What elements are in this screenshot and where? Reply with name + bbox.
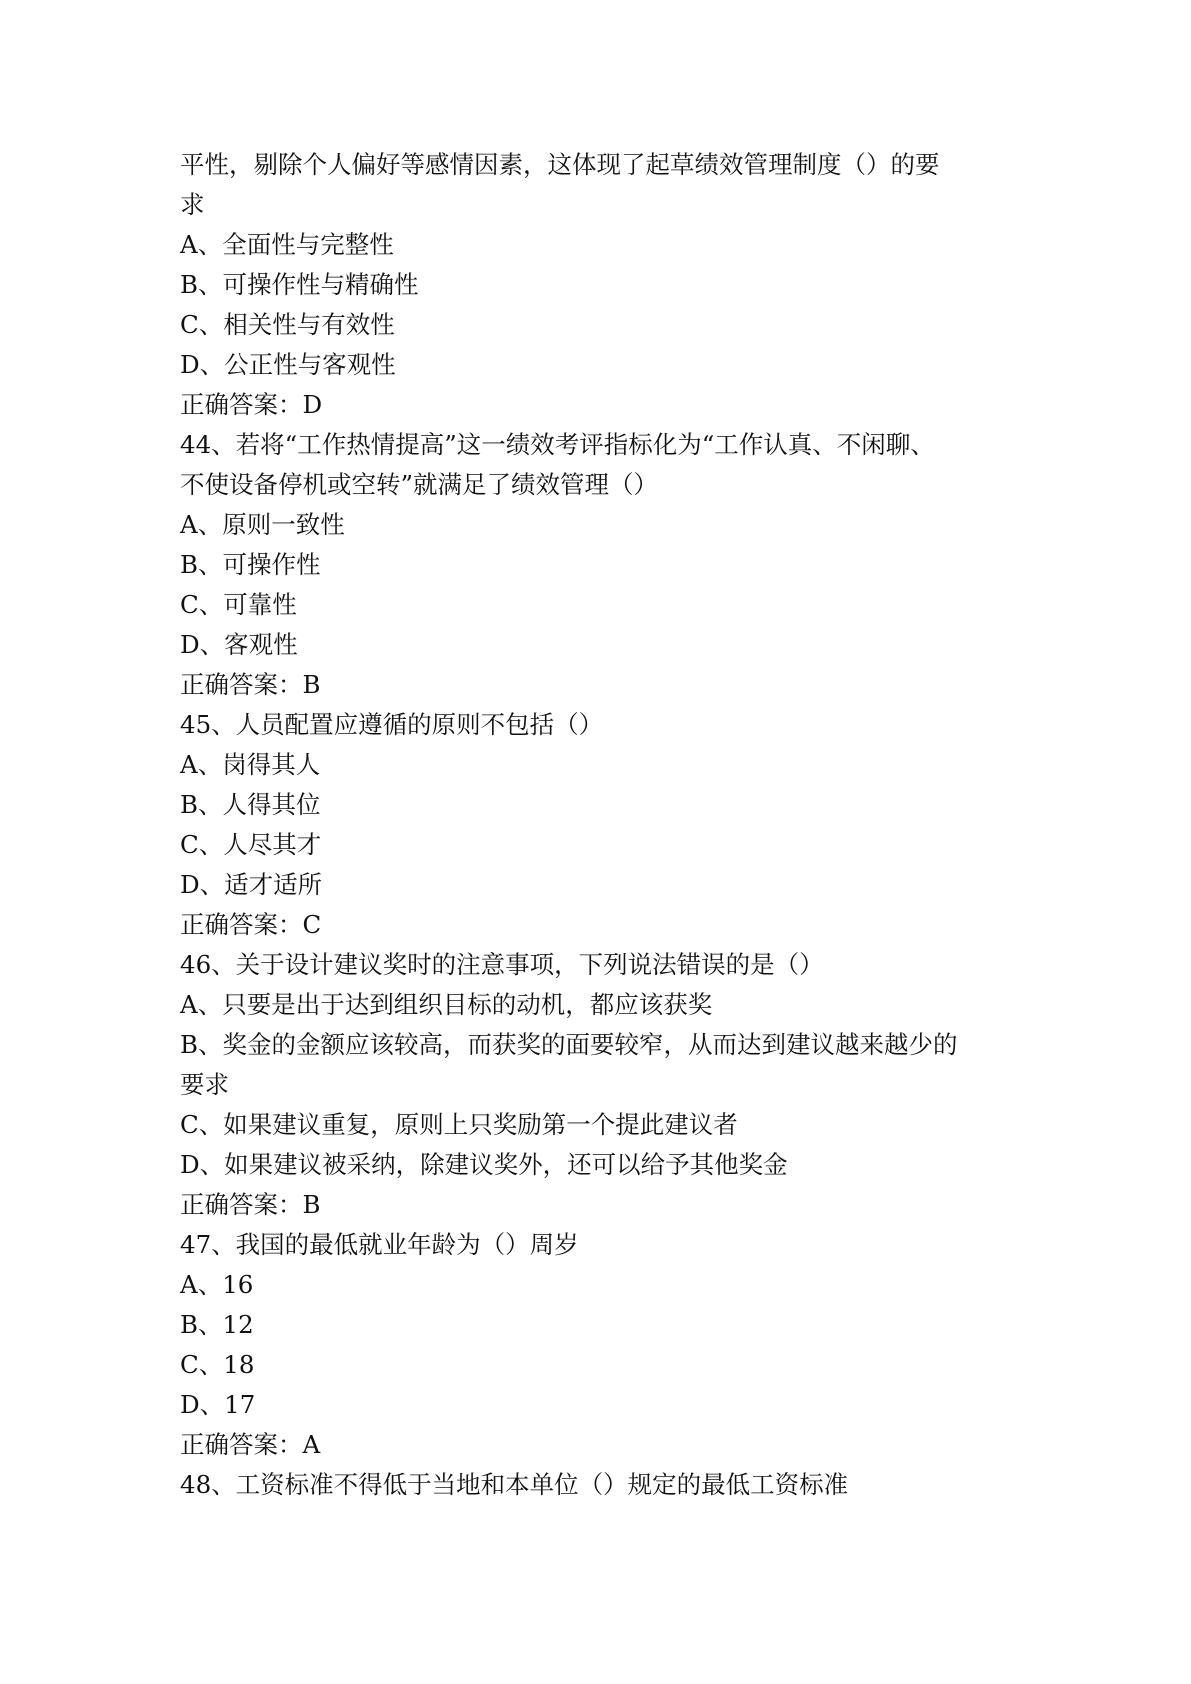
correct-answer: 正确答案：C [180,910,322,939]
option-b: B、可操作性 [180,550,321,579]
question-44-continued: 不使设备停机或空转”就满足了绩效管理（） [180,470,659,499]
question-44: 44、若将“工作热情提高”这一绩效考评指标化为“工作认真、不闲聊、 [180,430,935,459]
option-a: A、只要是出于达到组织目标的动机，都应该获奖 [180,990,713,1019]
option-c: C、相关性与有效性 [180,310,395,339]
question-45: 45、人员配置应遵循的原则不包括（） [180,710,604,739]
option-c: C、如果建议重复，原则上只奖励第一个提此建议者 [180,1110,738,1139]
correct-answer: 正确答案：B [180,670,321,699]
option-c: C、18 [180,1350,255,1379]
option-a: A、16 [180,1270,254,1299]
question-text-line: 平性，剔除个人偏好等感情因素，这体现了起草绩效管理制度（）的要 [180,150,940,179]
question-48: 48、工资标准不得低于当地和本单位（）规定的最低工资标准 [180,1470,849,1499]
option-d: D、如果建议被采纳，除建议奖外，还可以给予其他奖金 [180,1150,788,1179]
option-a: A、岗得其人 [180,750,321,779]
option-b: B、可操作性与精确性 [180,270,419,299]
option-b: B、奖金的金额应该较高，而获奖的面要较窄，从而达到建议越来越少的 [180,1030,958,1059]
question-text-line: 求 [180,190,205,219]
option-c: C、人尽其才 [180,830,322,859]
option-a: A、全面性与完整性 [180,230,394,259]
correct-answer: 正确答案：B [180,1190,321,1219]
option-d: D、适才适所 [180,870,323,899]
option-a: A、原则一致性 [180,510,345,539]
option-b-continued: 要求 [180,1070,229,1099]
option-b: B、12 [180,1310,254,1339]
correct-answer: 正确答案：D [180,390,323,419]
correct-answer: 正确答案：A [180,1430,321,1459]
option-b: B、人得其位 [180,790,321,819]
document-page [180,145,1040,1505]
option-d: D、17 [180,1390,256,1419]
option-d: D、客观性 [180,630,298,659]
option-d: D、公正性与客观性 [180,350,396,379]
question-47: 47、我国的最低就业年龄为（）周岁 [180,1230,579,1259]
option-c: C、可靠性 [180,590,297,619]
question-46: 46、关于设计建议奖时的注意事项，下列说法错误的是（） [180,950,824,979]
